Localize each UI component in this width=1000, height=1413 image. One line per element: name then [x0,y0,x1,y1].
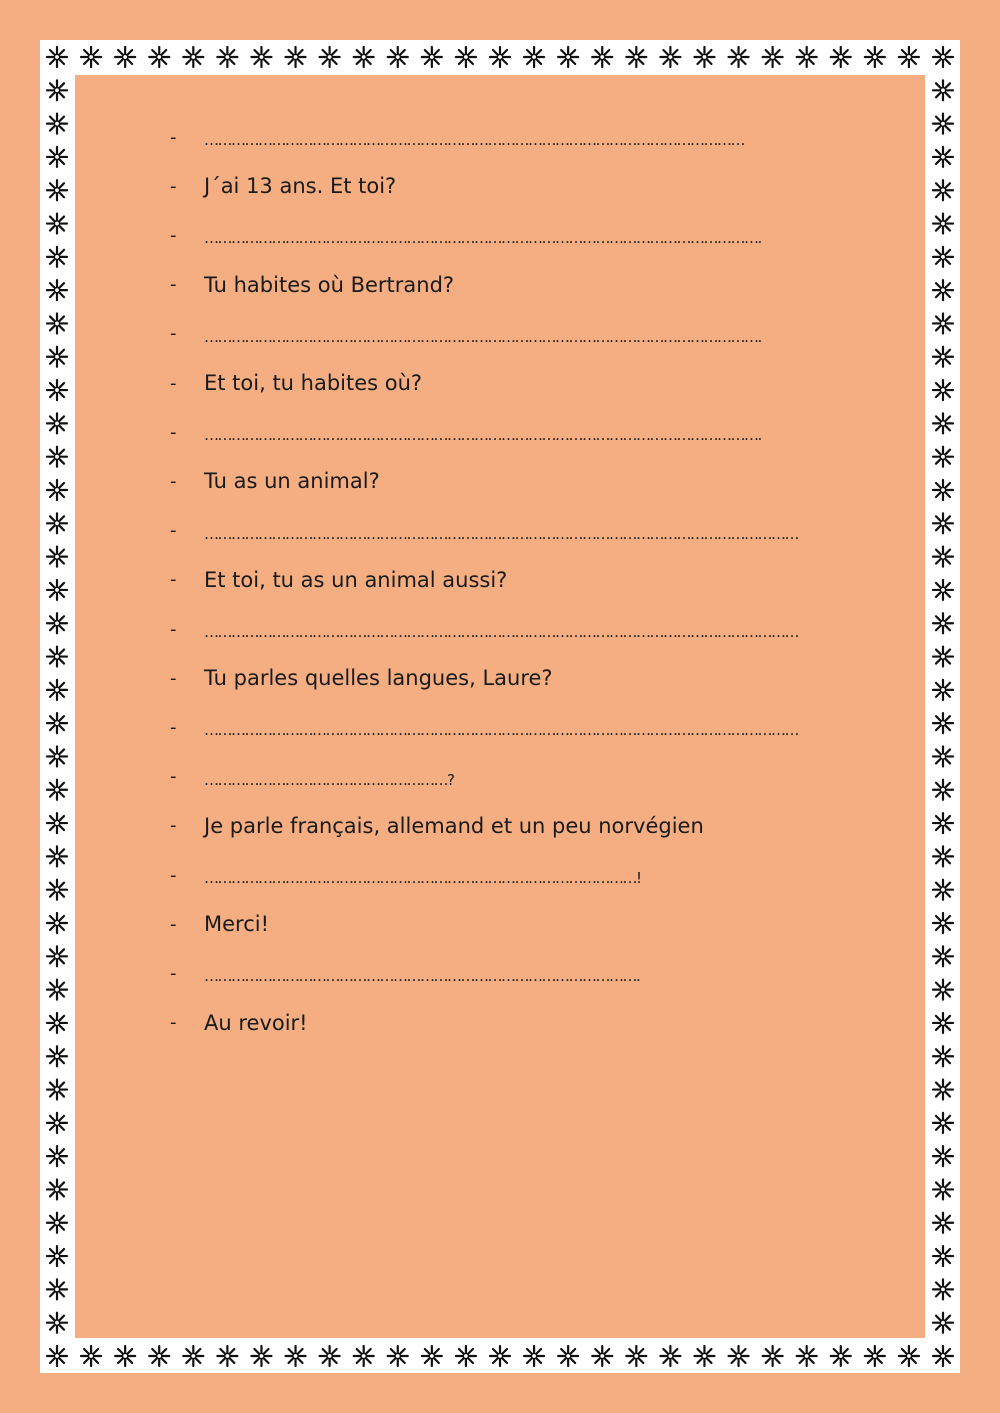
dialogue-line-11[interactable] [170,609,798,649]
dialogue-line-14[interactable] [170,757,453,797]
dialogue-line-2 [170,166,396,206]
dialogue-line-16[interactable] [170,855,641,895]
bullet-dash: - [170,323,177,345]
bullet-dash: - [170,716,177,738]
bullet-dash: - [170,372,177,394]
bullet-dash: - [170,126,177,148]
dialogue-line-8 [170,461,380,501]
answer-blank[interactable]: ……………………………………………………………………………………! [204,869,641,887]
bullet-dash: - [170,815,177,837]
dialogue-line-5[interactable] [170,314,761,354]
answer-blank[interactable]: ……………………………………………………………………………………………………………. [204,229,761,248]
bullet-dash: - [170,175,177,197]
answer-blank[interactable]: ………………………………………………? [204,770,454,789]
bullet-dash: - [170,421,177,443]
answer-blank[interactable]: …………………………………………………………………………………………………………………… [204,524,798,543]
prompt-text: Je parle français, allemand et un peu norvégien [204,813,704,838]
dialogue-line-9[interactable] [170,511,798,551]
dialogue-line-10 [170,560,507,600]
answer-blank[interactable]: ……………………………………………………………………………………………………………. [204,426,761,445]
bullet-dash: - [170,766,177,788]
dialogue-line-3[interactable] [170,215,761,255]
prompt-text: Tu parles quelles langues, Laure? [204,666,553,691]
answer-blank[interactable]: ……………………………………………………………………………………………………………. [204,327,761,346]
dialogue-line-1[interactable] [170,117,744,157]
answer-blank[interactable]: …………………………………………………………………………………………………………………… [204,623,798,641]
dialogue-line-6 [170,363,422,403]
bullet-dash: - [170,667,177,689]
bullet-dash: - [170,569,177,591]
dialogue-line-12 [170,658,553,698]
answer-blank[interactable]: …………………………………………………………………………………………………………………… [204,721,798,740]
prompt-text: Merci! [204,912,270,937]
prompt-text: Au revoir! [204,1010,308,1035]
bullet-dash: - [170,224,177,246]
dialogue-line-18[interactable] [170,953,639,993]
prompt-text: Et toi, tu habites où? [204,371,423,395]
answer-blank[interactable]: ………………………………………………………………………………………………………… [204,131,744,149]
dialogue-line-7[interactable] [170,412,761,452]
dialogue-line-13[interactable] [170,707,798,747]
prompt-text: J´ai 13 ans. Et toi? [204,174,397,199]
bullet-dash: - [170,913,177,935]
prompt-text: Tu habites où Bertrand? [204,272,455,297]
dialogue-line-15 [170,806,704,846]
bullet-dash: - [170,962,177,984]
bullet-dash: - [170,274,177,296]
dialogue-line-19 [170,1003,308,1043]
prompt-text: Tu as un animal? [204,469,380,494]
bullet-dash: - [170,470,177,492]
dialogue-line-4 [170,265,454,305]
bullet-dash: - [170,864,177,886]
bullet-dash: - [170,618,177,640]
bullet-dash: - [170,520,177,542]
answer-blank[interactable]: ……………………………………………………………………………………. [204,967,640,986]
prompt-text: Et toi, tu as un animal aussi? [204,567,508,592]
bullet-dash: - [170,1012,177,1034]
dialogue-line-17 [170,904,269,944]
